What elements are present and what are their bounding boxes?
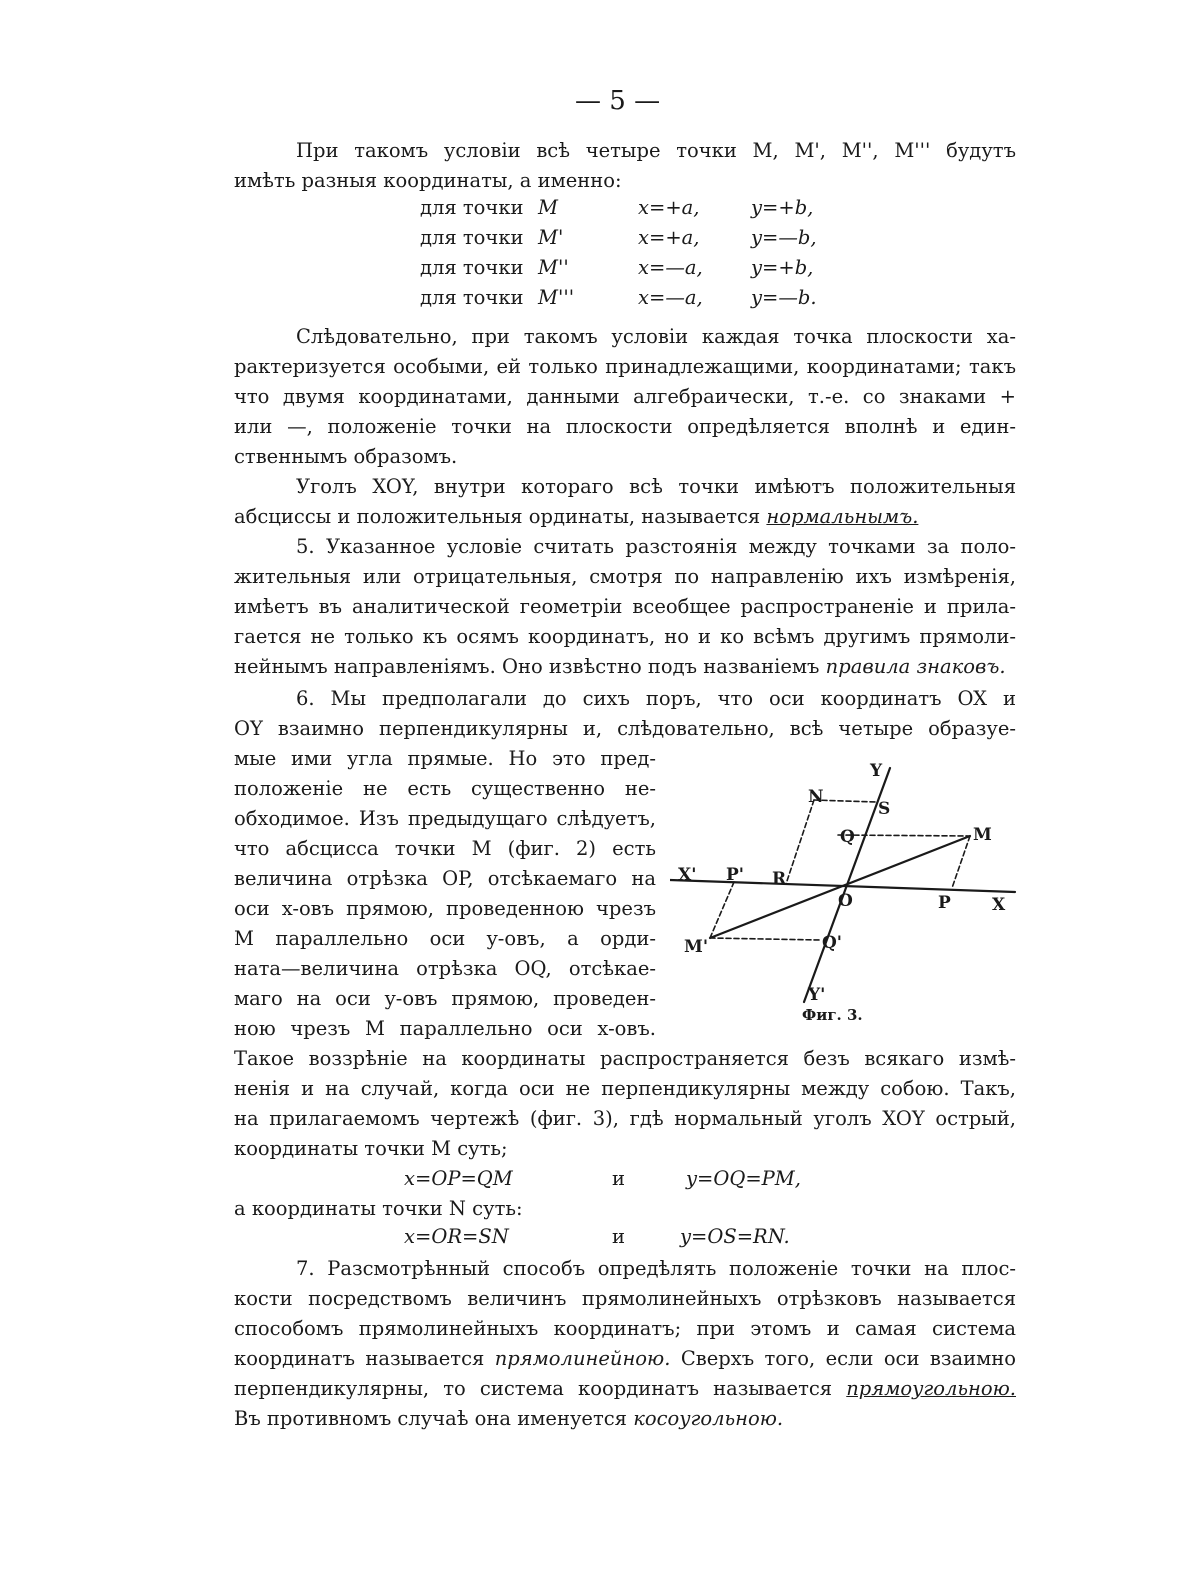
- row-label: для точки: [420, 286, 524, 309]
- para2-line2: рактеризуется особыми, ей только принадлежащими, координатами; такъ: [234, 355, 1016, 378]
- row-x-value: x=—a,: [638, 256, 703, 279]
- coord-m-line: координаты точки M суть;: [234, 1137, 508, 1160]
- para3-line1: Уголъ XOY, внутри котораго всѣ точки имѣютъ положительныя: [296, 475, 1016, 498]
- label-x: X: [992, 895, 1006, 915]
- label-q: Q: [840, 827, 855, 847]
- para5-narrow-line: величина отрѣзка OP, отсѣкаемаго на: [234, 867, 656, 890]
- label-p: P: [938, 893, 951, 913]
- para5-narrow-line: мые ими угла прямые. Но это пред-: [234, 747, 656, 770]
- term-rectilinear: прямолинейною.: [494, 1347, 671, 1370]
- page-number: — 5 —: [575, 86, 661, 116]
- term-normal: нормальнымъ.: [766, 505, 919, 528]
- para6-line4: [234, 1344, 1016, 1374]
- formula2-left: x=OR=SN: [404, 1225, 509, 1248]
- row-y-value: y=—b,: [751, 226, 817, 249]
- para1-line1: При такомъ условіи всѣ четыре точки M, M', M'', M''' будутъ: [296, 139, 1016, 162]
- row-label: для точки: [420, 196, 524, 219]
- label-y: Y: [870, 761, 883, 781]
- para6-line6: [234, 1404, 783, 1434]
- para1-line2: имѣть разныя координаты, а именно:: [234, 169, 622, 192]
- para5-wide-line: Такое воззрѣніе на координаты распространяется безъ всякаго измѣ-: [234, 1047, 1016, 1070]
- para4-line5: [234, 652, 1006, 682]
- label-n: N: [808, 787, 824, 807]
- para5-narrow-line: оси x-овъ прямою, проведенною чрезъ: [234, 897, 656, 920]
- para5-narrow-line: M параллельно оси y-овъ, а орди-: [234, 927, 656, 950]
- row-point: M': [538, 226, 564, 249]
- term-rectangular: прямоугольною.: [846, 1377, 1016, 1400]
- para5-narrow-line: что абсцисса точки M (фиг. 2) есть: [234, 837, 656, 860]
- para4-line3: имѣетъ въ аналитической геометріи всеобщее распространеніе и прила-: [234, 595, 1016, 618]
- line-q-m: [838, 835, 970, 836]
- label-y1: Y': [808, 985, 826, 1005]
- term-oblique: косоугольною.: [633, 1407, 784, 1430]
- para4-line4: гается не только къ осямъ координатъ, но и ко всѣмъ другимъ прямоли-: [234, 625, 1016, 648]
- formula1-conj: и: [612, 1167, 625, 1190]
- label-x1: X': [678, 865, 697, 885]
- table-row: [0, 256, 1191, 286]
- figure-3: [670, 756, 1020, 1036]
- label-s: S: [878, 799, 891, 819]
- para5-line2: OY взаимно перпендикулярны и, слѣдовательно, всѣ четыре образуе-: [234, 717, 1016, 740]
- para5-wide-line: ненія и на случай, когда оси не перпендикулярны между собою. Такъ,: [234, 1077, 1016, 1100]
- row-x-value: x=+a,: [638, 196, 700, 219]
- coord-n-line: а координаты точки N суть:: [234, 1197, 523, 1220]
- para6-line1: 7. Разсмотрѣнный способъ опредѣлять положеніе точки на плос-: [296, 1257, 1016, 1280]
- row-y-value: y=—b.: [751, 286, 817, 309]
- line-m-m1: [710, 836, 970, 938]
- para2-line5: ственнымъ образомъ.: [234, 445, 458, 468]
- para5-line1: 6. Мы предполагали до сихъ поръ, что оси координатъ OX и: [296, 687, 1016, 710]
- formula1-left: x=OP=QM: [404, 1167, 513, 1190]
- table-row: [0, 286, 1191, 316]
- table-row: [0, 226, 1191, 256]
- para6-line5: [234, 1374, 1016, 1404]
- table-row: [0, 196, 1191, 226]
- para5-narrow-line: обходимое. Изъ предыдущаго слѣдуетъ,: [234, 807, 656, 830]
- label-m1: M': [684, 937, 709, 957]
- para5-wide-line: на прилагаемомъ чертежѣ (фиг. 3), гдѣ нормальный уголъ XOY острый,: [234, 1107, 1016, 1130]
- para6-line3: способомъ прямолинейныхъ координатъ; при этомъ и самая система: [234, 1317, 1016, 1340]
- formula2-right: y=OS=RN.: [680, 1225, 790, 1248]
- para3-line2: [234, 502, 918, 532]
- row-y-value: y=+b,: [751, 196, 814, 219]
- label-q1: Q': [822, 933, 843, 953]
- row-point: M''': [538, 286, 575, 309]
- row-point: M: [538, 196, 558, 219]
- para6-line2: кости посредствомъ величинъ прямолинейныхъ отрѣзковъ называется: [234, 1287, 1016, 1310]
- para2-line3: что двумя координатами, данными алгебраически, т.-е. со знаками +: [234, 385, 1016, 408]
- para5-narrow-line: маго на оси y-овъ прямою, проведен-: [234, 987, 656, 1010]
- formula2-conj: и: [612, 1225, 625, 1248]
- para6-line6-text: Въ противномъ случаѣ она именуется: [234, 1407, 627, 1430]
- para2-line4: или —, положеніе точки на плоскости опредѣляется вполнѣ и един-: [234, 415, 1016, 438]
- row-label: для точки: [420, 256, 524, 279]
- line-m1-q1: [710, 938, 820, 940]
- row-x-value: x=+a,: [638, 226, 700, 249]
- label-r: R: [772, 869, 787, 889]
- para3-text: абсциссы и положительныя ординаты, называется: [234, 505, 761, 528]
- row-x-value: x=—a,: [638, 286, 703, 309]
- row-point: M'': [538, 256, 569, 279]
- para6-line4-text-b: Сверхъ того, если оси взаимно: [680, 1347, 1016, 1370]
- label-p1: P': [726, 865, 744, 885]
- para5-narrow-line: положеніе не есть существенно не-: [234, 777, 656, 800]
- line-n-r: [786, 800, 814, 884]
- para2-line1: Слѣдовательно, при такомъ условіи каждая точка плоскости ха-: [296, 325, 1016, 348]
- label-m: M: [973, 825, 992, 845]
- row-label: для точки: [420, 226, 524, 249]
- para4-line1: 5. Указанное условіе считать разстоянія между точками за поло-: [296, 535, 1016, 558]
- para6-line4-text: координатъ называется: [234, 1347, 485, 1370]
- row-y-value: y=+b,: [751, 256, 814, 279]
- para5-narrow-line: ната—величина отрѣзка OQ, отсѣкае-: [234, 957, 656, 980]
- line-m-p: [952, 836, 970, 888]
- para4-text: нейнымъ направленіямъ. Оно извѣстно подъ названіемъ: [234, 655, 820, 678]
- formula1-right: y=OQ=PM,: [686, 1167, 801, 1190]
- para6-line5-text: перпендикулярны, то система координатъ называется: [234, 1377, 833, 1400]
- label-o: O: [838, 891, 853, 911]
- para4-line2: жительныя или отрицательныя, смотря по направленію ихъ измѣренія,: [234, 565, 1016, 588]
- figure-caption: Фиг. 3.: [802, 1006, 863, 1024]
- term-sign-rule: правила знаковъ.: [825, 655, 1006, 678]
- para5-narrow-line: ною чрезъ M параллельно оси x-овъ.: [234, 1017, 656, 1040]
